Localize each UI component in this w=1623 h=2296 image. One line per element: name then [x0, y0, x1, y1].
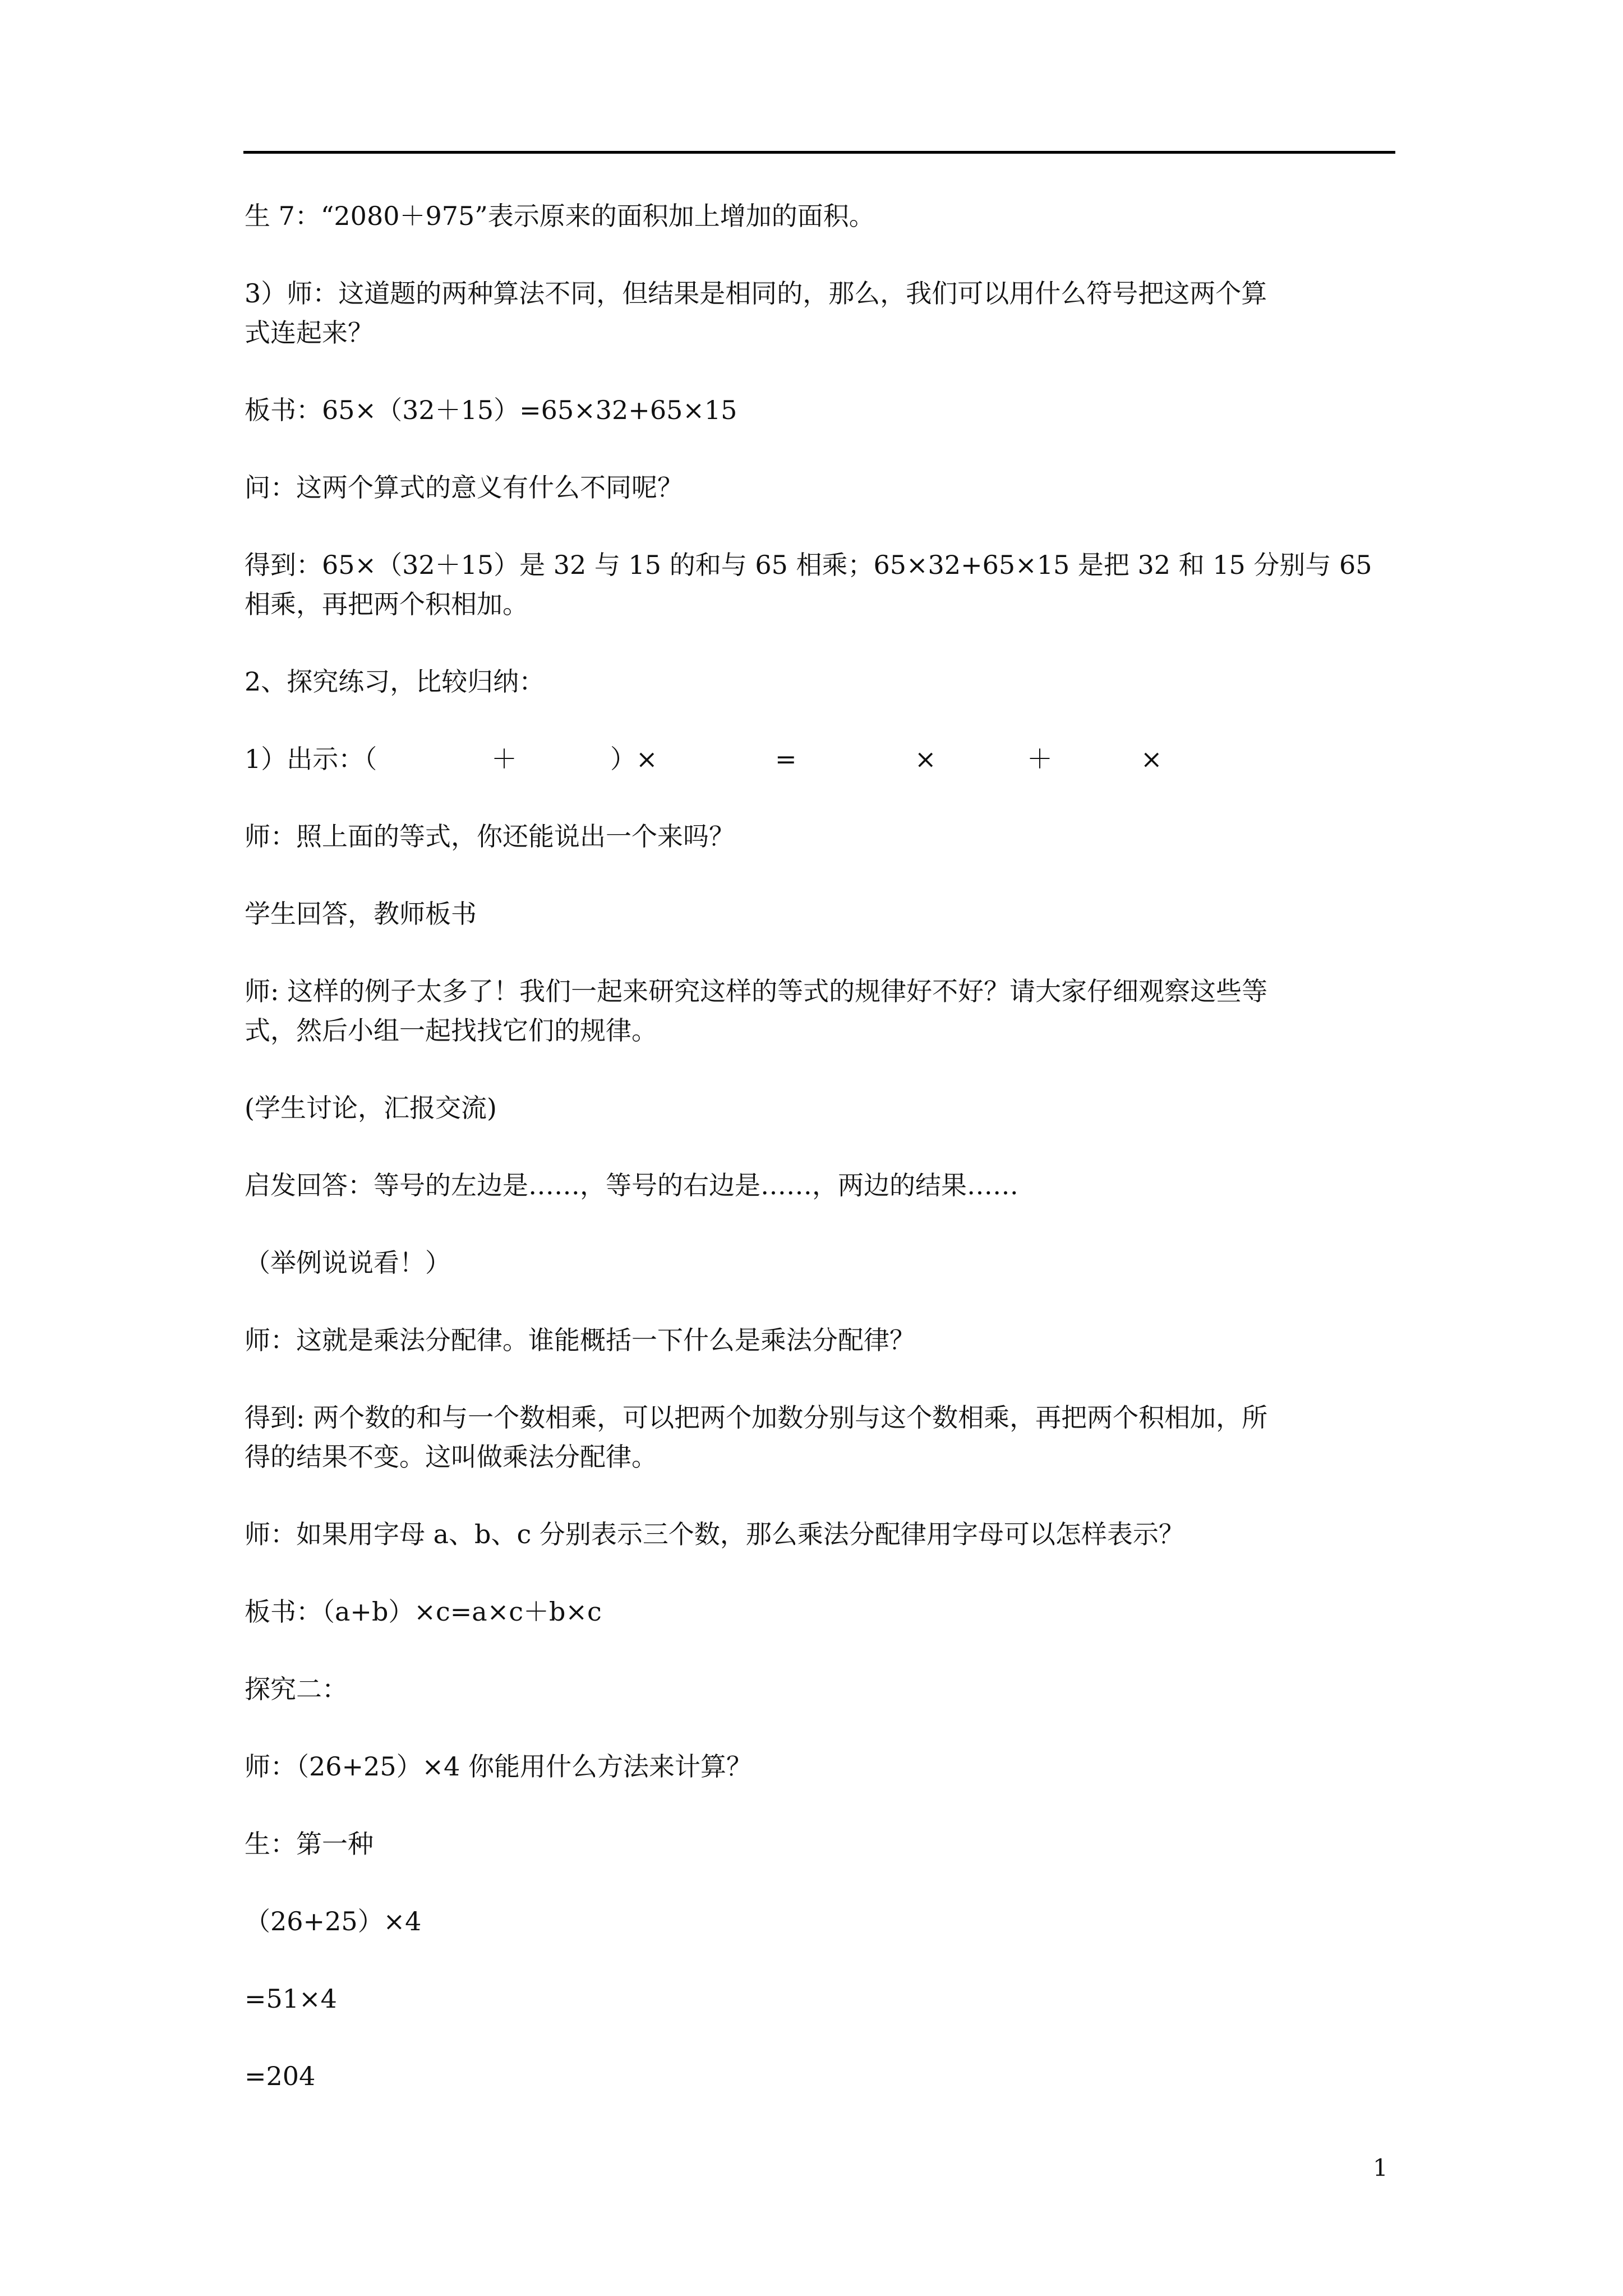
paragraph: [245, 1592, 1396, 1631]
paragraph: [245, 1824, 1396, 1864]
formula-part: ＋: [1027, 744, 1053, 774]
text-line: （举例说说看！）: [245, 1248, 451, 1278]
formula-part: ×: [915, 744, 937, 774]
header-rule: [243, 151, 1395, 154]
paragraph: [245, 894, 1396, 933]
text-line: 师：照上面的等式，你还能说出一个来吗？: [245, 821, 735, 852]
text-line: 师: 这样的例子太多了！我们一起来研究这样的等式的规律好不好？请大家仔细观察这些等: [245, 976, 1268, 1006]
text-line: 生 7：“2080＋975”表示原来的面积加上增加的面积。: [245, 201, 875, 231]
paragraph: [245, 1902, 1396, 1941]
text-line: 生：第一种: [245, 1829, 374, 1859]
paragraph: [245, 1088, 1396, 1128]
paragraph: [245, 2056, 1396, 2096]
text-line: 板书：（a+b）×c=a×c＋b×c: [245, 1596, 602, 1627]
paragraph: [245, 1979, 1396, 2018]
paragraph: [245, 662, 1396, 701]
text-line: 式连起来？: [245, 318, 374, 348]
text-line: 启发回答：等号的左边是……，等号的右边是……，两边的结果……: [245, 1170, 1018, 1200]
paragraph: [245, 1243, 1396, 1282]
formula-part: =: [775, 744, 797, 774]
text-line: =51×4: [245, 1984, 337, 2014]
paragraph: [245, 545, 1396, 624]
paragraph: [245, 196, 1396, 236]
formula-template: [245, 739, 1396, 779]
formula-part: ×: [1141, 744, 1163, 774]
paragraph: [245, 1669, 1396, 1709]
paragraph: [245, 1515, 1396, 1554]
formula-part: ＋: [491, 744, 517, 774]
text-line: 师：（26+25）×4 你能用什么方法来计算？: [245, 1751, 753, 1782]
text-line: 得到：65×（32＋15）是 32 与 15 的和与 65 相乘；65×32+65×15 是把 32 和 15 分别与 65: [245, 550, 1372, 580]
document-body: [245, 196, 1396, 2096]
text-line: 探究二：: [245, 1674, 348, 1704]
paragraph: [245, 390, 1396, 430]
text-line: 式，然后小组一起找找它们的规律。: [245, 1015, 657, 1046]
paragraph: [245, 817, 1396, 856]
text-line: 相乘，再把两个积相加。: [245, 589, 528, 619]
formula-part: 1）出示：（: [245, 744, 377, 774]
text-line: 师：这就是乘法分配律。谁能概括一下什么是乘法分配律？: [245, 1325, 915, 1355]
text-line: 板书：65×（32＋15）=65×32+65×15: [245, 395, 737, 425]
paragraph: [245, 1398, 1396, 1476]
text-line: (学生讨论，汇报交流): [245, 1093, 497, 1123]
page-number: 1: [1373, 2154, 1388, 2182]
paragraph: [245, 274, 1396, 352]
text-line: 得的结果不变。这叫做乘法分配律。: [245, 1442, 657, 1472]
text-line: 3）师：这道题的两种算法不同，但结果是相同的，那么，我们可以用什么符号把这两个算: [245, 278, 1267, 309]
text-line: 2、探究练习，比较归纳：: [245, 666, 545, 697]
text-line: 学生回答，教师板书: [245, 899, 477, 929]
text-line: （26+25）×4: [245, 1906, 422, 1936]
text-line: 师：如果用字母 a、b、c 分别表示三个数，那么乘法分配律用字母可以怎样表示？: [245, 1519, 1184, 1549]
paragraph: [245, 1320, 1396, 1360]
text-line: 问：这两个算式的意义有什么不同呢？: [245, 472, 683, 503]
formula-part: ）×: [610, 744, 658, 774]
paragraph: [245, 468, 1396, 507]
paragraph: [245, 972, 1396, 1050]
paragraph: [245, 1166, 1396, 1205]
text-line: 得到: 两个数的和与一个数相乘，可以把两个加数分别与这个数相乘，再把两个积相加，所: [245, 1402, 1268, 1433]
text-line: =204: [245, 2061, 316, 2091]
paragraph: [245, 1747, 1396, 1786]
